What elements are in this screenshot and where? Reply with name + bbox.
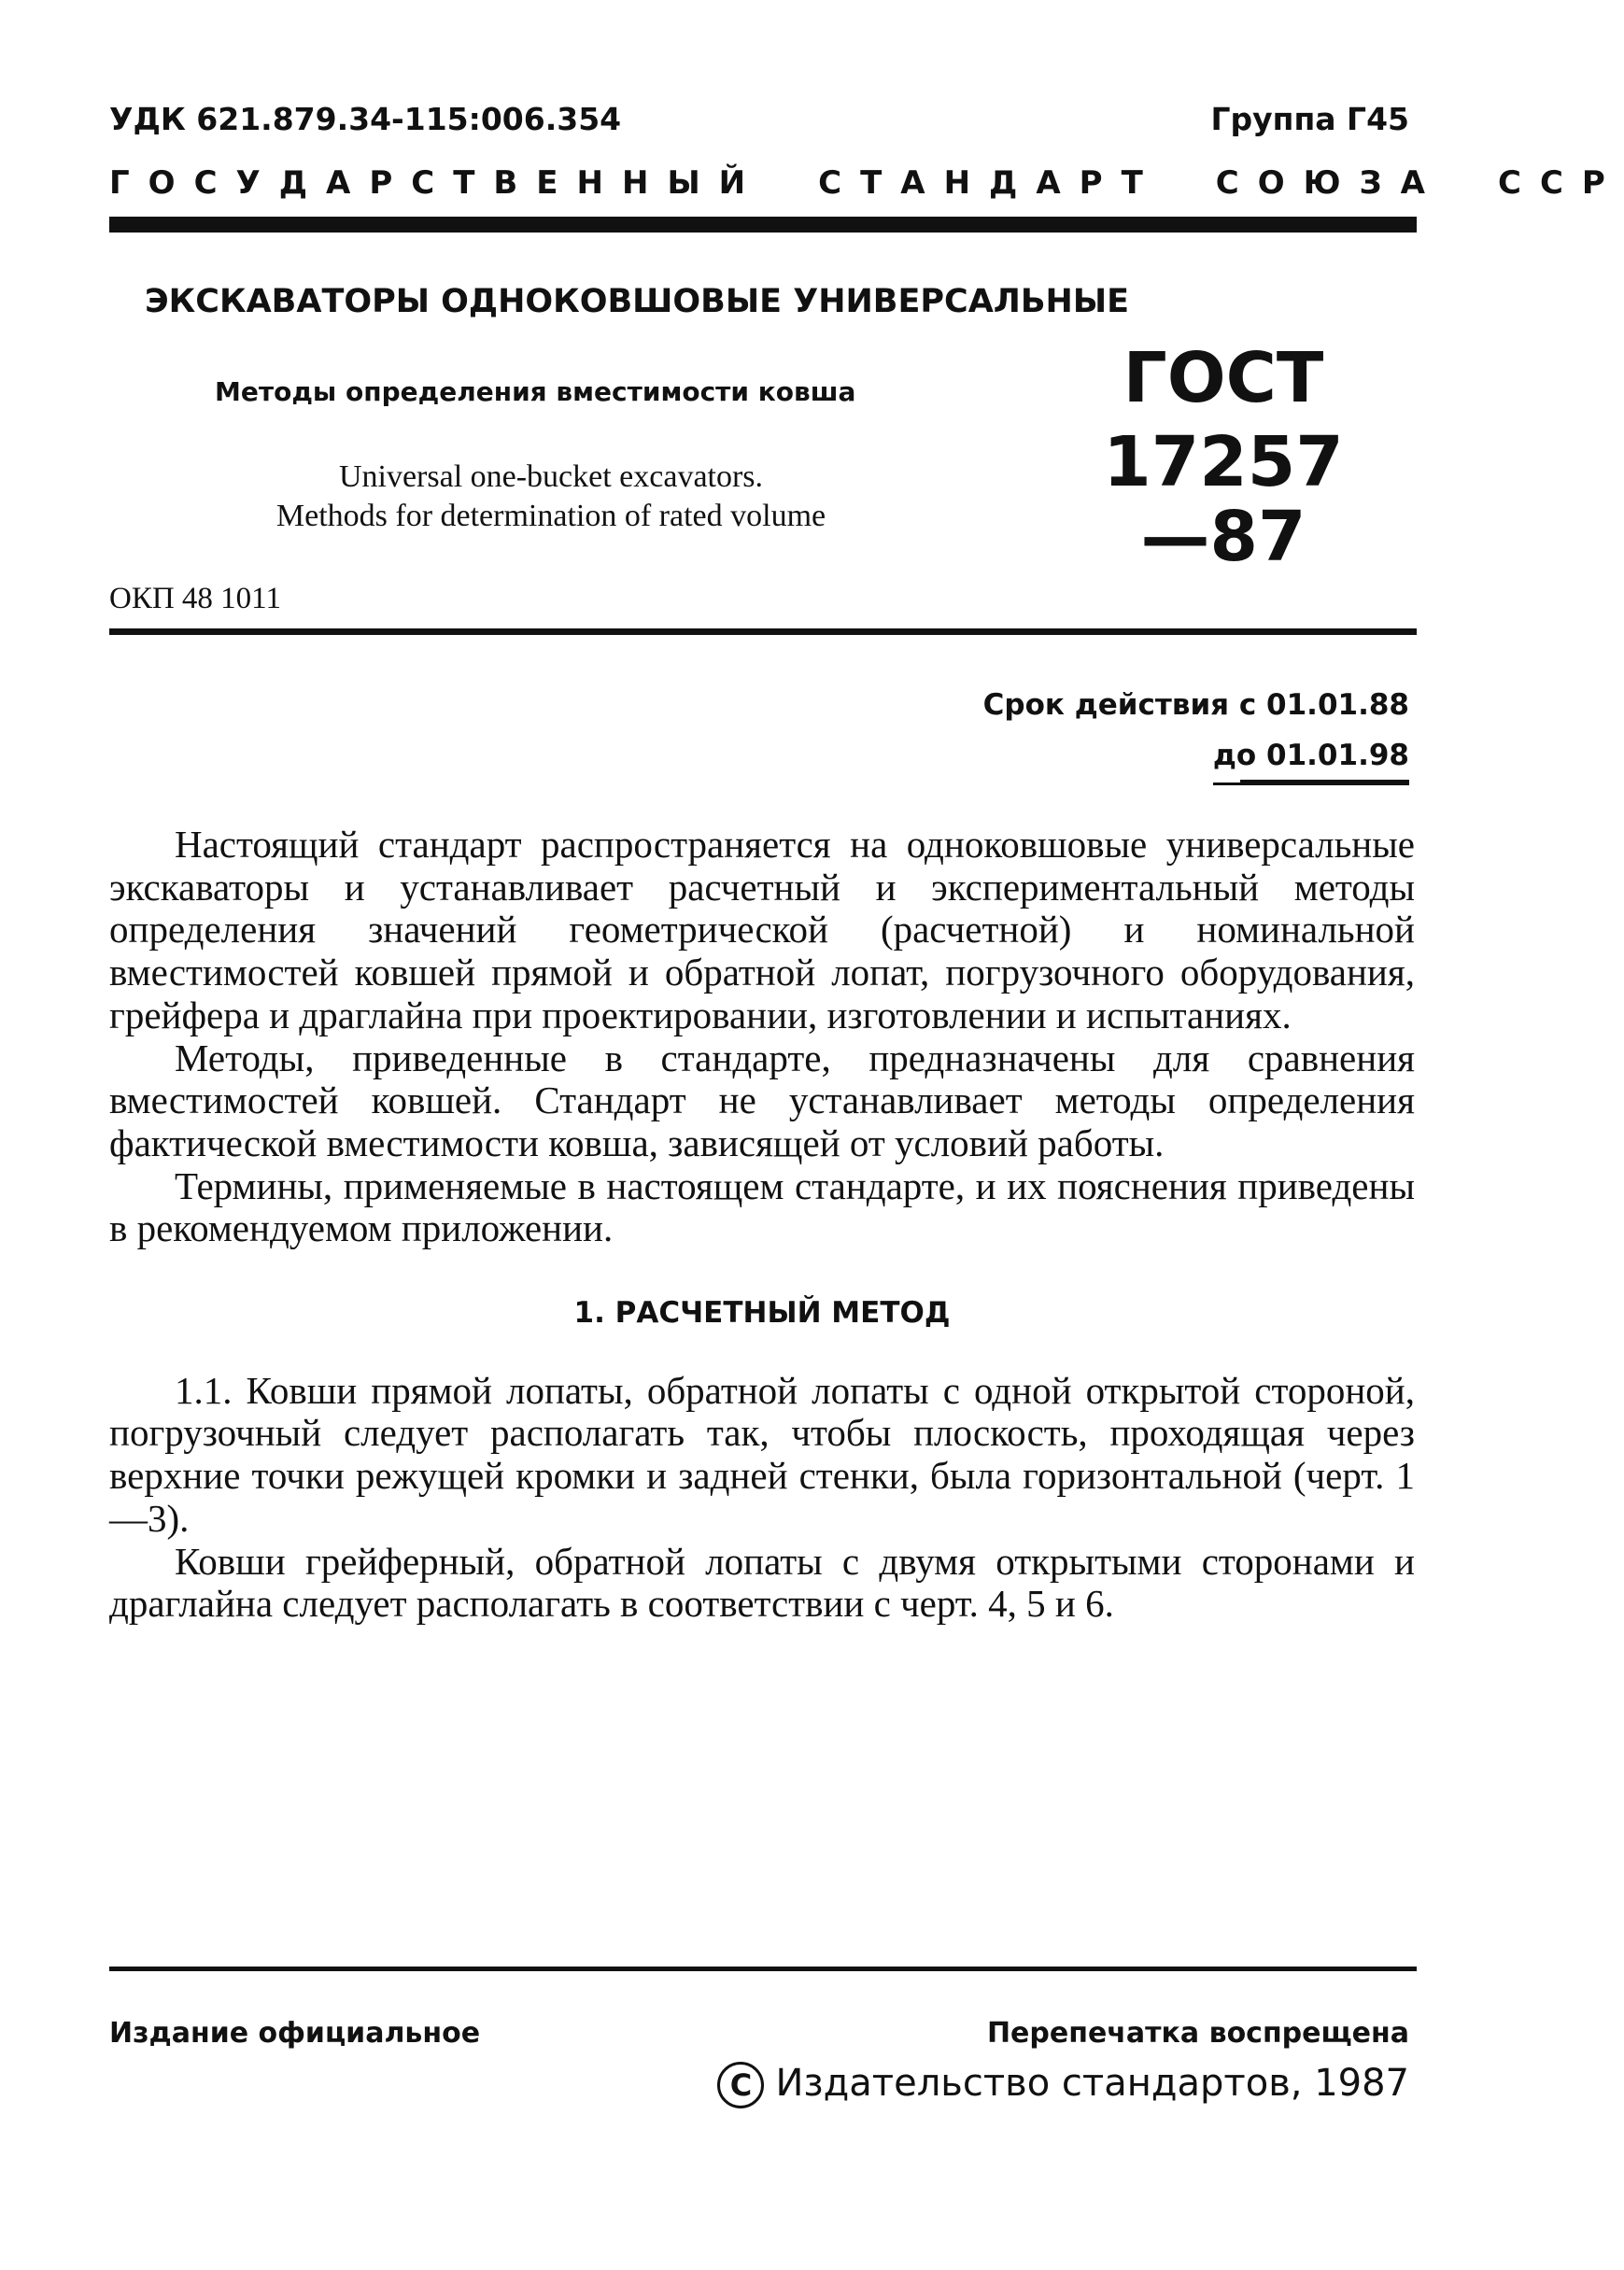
body-paragraph: 1.1. Ковши прямой лопаты, обратной лопаты с одной открытой стороной, погрузочный следует располагать так, чтобы плоскость, проходящая через верхние точки режущей кромки и задней стенки, была горизонтальной (черт. 1—3). [109,1368,1415,1540]
edition-note: Издание официальное [109,2017,481,2050]
document-title: ЭКСКАВАТОРЫ ОДНОКОВШОВЫЕ УНИВЕРСАЛЬНЫЕ [145,283,1129,320]
title-rule [109,628,1417,635]
validity-period [983,680,1409,785]
gost-label: ГОСТ [1123,338,1324,418]
publisher-line [717,2062,1409,2108]
header-rule [109,217,1417,233]
gost-number: 17257—87 [1103,422,1344,577]
footer-rule [109,1967,1417,1971]
okp-code: ОКП 48 1011 [109,582,281,615]
state-standard-heading [109,164,1624,202]
state-standard-word-4: ССР [1498,164,1624,202]
document-subtitle: Методы определения вместимости ковша [215,376,856,407]
publisher-name: Издательство стандартов, 1987 [775,2062,1409,2105]
group-code: Группа Г45 [1210,101,1409,137]
state-standard-word-3: СОЮЗА [1215,164,1444,202]
reprint-note: Перепечатка воспрещена [986,2017,1409,2050]
english-title-line-2: Methods for determination of rated volume [275,499,826,533]
copyright-icon: C [717,2062,764,2108]
state-standard-word-1: ГОСУДАРСТВЕННЫЙ [109,164,765,202]
validity-to: до 01.01.98 [1213,730,1409,785]
body-paragraph: Настоящий стандарт распространяется на одноковшовые универсальные экскаваторы и устанавливает расчетный и экспериментальный методы определения значений геометрической (расчетной) и номинальной вместимостей ковшей прямой и обратной лопат, погрузочного оборудования, грейфера и драглайна при проектировании, изготовлении и испытаниях. [109,823,1415,1036]
document-body [109,824,1415,1626]
state-standard-word-2: СТАНДАРТ [818,164,1162,202]
body-paragraph: Ковши грейферный, обратной лопаты с двумя открытыми сторонами и драглайна следует располагать в соответствии с черт. 4, 5 и 6. [109,1539,1415,1626]
english-title-line-1: Universal one-bucket excavators. [338,459,764,494]
body-paragraph: Методы, приведенные в стандарте, предназначены для сравнения вместимостей ковшей. Стандарт не устанавливает методы определения фактической вместимости ковша, зависящей от условий работы. [109,1036,1415,1164]
validity-rule [1240,780,1409,783]
english-title [140,458,962,536]
section-heading: 1. РАСЧЕТНЫЙ МЕТОД [573,1296,951,1331]
udk-code: УДК 621.879.34-115:006.354 [109,101,622,137]
validity-from: Срок действия с 01.01.88 [982,688,1409,722]
body-paragraph: Термины, применяемые в настоящем стандарте, и их пояснения приведены в рекомендуемом приложении. [109,1163,1415,1250]
